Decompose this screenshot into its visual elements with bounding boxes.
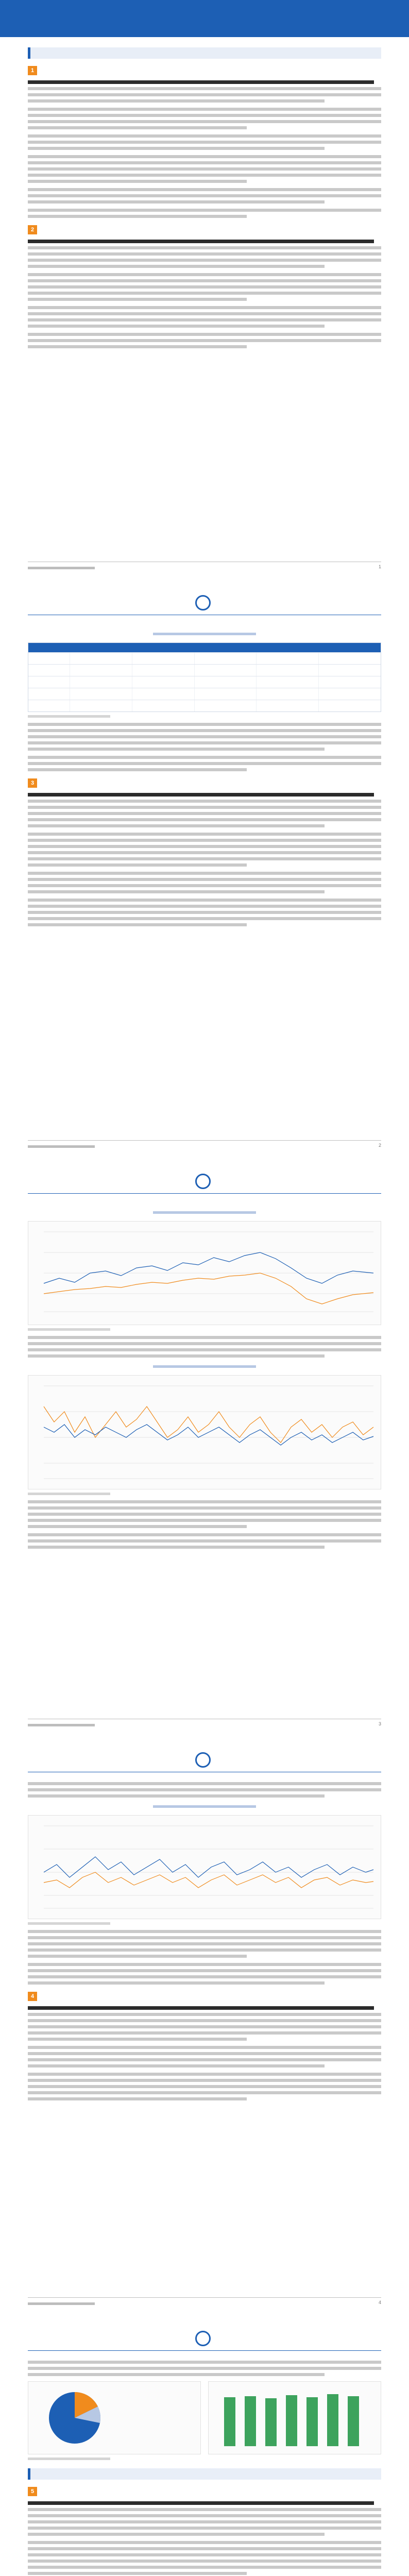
brand — [195, 2331, 214, 2351]
series-line — [44, 1872, 373, 1888]
bar-chart — [208, 2381, 381, 2454]
line-chart — [28, 1815, 381, 1919]
table-row — [28, 688, 381, 700]
section-heading — [28, 225, 381, 234]
line-chart — [28, 1221, 381, 1325]
page-5-content — [28, 2361, 381, 2576]
footer-disclaimer — [28, 1724, 95, 1726]
bar — [327, 2394, 338, 2446]
line-chart-plot — [28, 1816, 381, 1918]
brand — [195, 1752, 214, 1773]
page-footer — [28, 2297, 381, 2305]
data-table — [28, 642, 381, 712]
section-number: 5 — [28, 2487, 37, 2496]
section-number: 2 — [28, 225, 37, 234]
section-number: 4 — [28, 1992, 37, 2001]
bar — [245, 2396, 256, 2446]
page-footer — [28, 562, 381, 569]
paragraph — [28, 306, 381, 328]
series-line — [44, 1857, 373, 1877]
page-2 — [0, 579, 409, 1157]
page-3 — [0, 1157, 409, 1736]
paragraph — [28, 1336, 381, 1358]
page-4 — [0, 1736, 409, 2314]
page-2-content — [28, 625, 381, 931]
line-chart — [28, 1375, 381, 1489]
paragraph — [28, 80, 381, 103]
page-5 — [0, 2314, 409, 2576]
paragraph — [28, 899, 381, 926]
paragraph — [28, 2073, 381, 2100]
line-chart-plot — [28, 1376, 381, 1488]
page-1 — [0, 0, 409, 579]
page-1-content — [28, 47, 381, 353]
paragraph — [28, 333, 381, 348]
section-number: 3 — [28, 778, 37, 788]
paragraph — [28, 2006, 381, 2041]
section-heading — [28, 1992, 381, 2001]
page-3-content — [28, 1204, 381, 1554]
table-caption — [28, 631, 381, 639]
cover-band — [0, 0, 409, 37]
brand-logo-icon — [195, 1752, 211, 1768]
paragraph — [28, 756, 381, 771]
brand-logo-icon — [195, 2331, 211, 2346]
table-row — [28, 700, 381, 711]
series-line — [44, 1425, 373, 1445]
paragraph — [28, 1963, 381, 1985]
paragraph — [28, 134, 381, 150]
brand-logo-icon — [195, 1174, 211, 1189]
page-number: 3 — [378, 1721, 381, 1726]
brand — [195, 1174, 214, 1194]
footer-disclaimer — [28, 567, 95, 569]
bar — [224, 2397, 235, 2446]
page-number: 1 — [378, 564, 381, 569]
paragraph — [28, 2046, 381, 2067]
figure-source — [28, 1328, 110, 1331]
section-number: 1 — [28, 66, 37, 75]
paragraph — [28, 1930, 381, 1958]
paragraph — [28, 2541, 381, 2575]
section-heading — [28, 778, 381, 788]
part-banner-2 — [28, 2468, 381, 2480]
paragraph — [28, 155, 381, 183]
figure-source — [28, 2458, 110, 2460]
page-header — [0, 1736, 409, 1773]
series-line — [44, 1273, 373, 1304]
footer-disclaimer — [28, 2302, 95, 2305]
paragraph — [28, 188, 381, 204]
paragraph — [28, 723, 381, 751]
page-number: 4 — [378, 2300, 381, 2305]
section-heading — [28, 2487, 381, 2496]
paragraph — [28, 833, 381, 867]
paragraph — [28, 2361, 381, 2376]
bar — [286, 2395, 297, 2446]
figure-caption — [28, 1804, 381, 1812]
figure-source — [28, 1493, 110, 1495]
figure-caption — [28, 1364, 381, 1372]
page-number: 2 — [378, 1143, 381, 1148]
paragraph — [28, 209, 381, 218]
paragraph — [28, 1500, 381, 1528]
paragraph — [28, 1533, 381, 1549]
page-footer — [28, 1140, 381, 1148]
paragraph — [28, 2501, 381, 2536]
table-row — [28, 676, 381, 688]
paragraph — [28, 872, 381, 893]
table-row — [28, 664, 381, 676]
paragraph — [28, 273, 381, 301]
bar — [265, 2398, 277, 2446]
line-chart-plot — [28, 1222, 381, 1324]
paragraph — [28, 240, 381, 268]
paragraph — [28, 108, 381, 129]
figure-source — [28, 1922, 110, 1925]
page-footer — [28, 1719, 381, 1726]
figure-pair — [28, 2381, 381, 2454]
page-header — [0, 2314, 409, 2351]
footer-disclaimer — [28, 1145, 95, 1148]
paragraph — [28, 793, 381, 827]
figure-caption — [28, 1210, 381, 1218]
page-header — [0, 1157, 409, 1194]
page-header — [0, 579, 409, 616]
pie-chart-plot — [28, 2382, 198, 2453]
brand — [195, 595, 214, 616]
part-banner-1 — [28, 47, 381, 59]
page-4-content — [28, 1782, 381, 2106]
table-source — [28, 715, 110, 718]
bar-chart-plot — [209, 2382, 379, 2453]
bar — [306, 2397, 318, 2446]
bar — [348, 2396, 359, 2446]
paragraph — [28, 1782, 381, 1798]
pie-chart — [28, 2381, 201, 2454]
table-row — [28, 652, 381, 664]
brand-logo-icon — [195, 595, 211, 611]
section-heading — [28, 66, 381, 75]
